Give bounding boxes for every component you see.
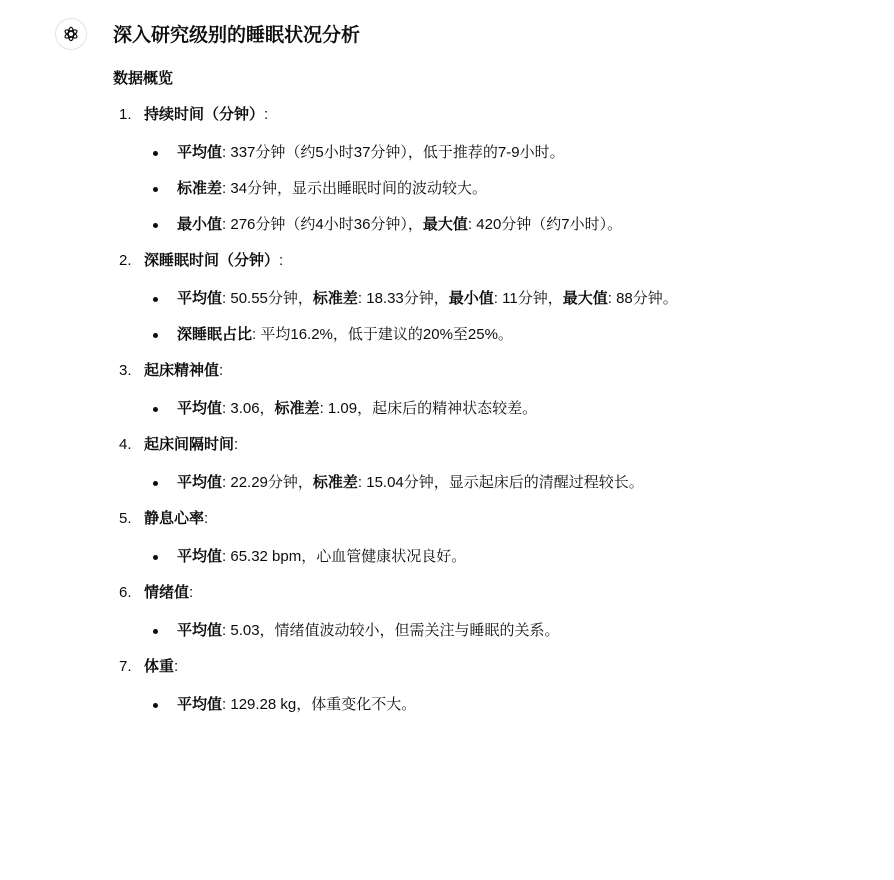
stat-value: : 65.32 bpm，心血管健康状况良好。 xyxy=(222,548,467,565)
item-number: 3. xyxy=(119,362,132,379)
stat-value: : 420分钟（约7小时）。 xyxy=(467,216,623,233)
item-heading xyxy=(144,250,883,272)
stat-value: : 34分钟，显示出睡眠时间的波动较大。 xyxy=(222,180,488,197)
list-item xyxy=(113,104,883,236)
list-item xyxy=(113,360,883,420)
list-item xyxy=(113,434,883,494)
item-colon: : xyxy=(279,252,284,269)
list-item xyxy=(113,250,883,346)
list-item xyxy=(113,508,883,568)
item-label: 情绪值 xyxy=(144,584,190,601)
stat-key: 最小值 xyxy=(177,216,223,233)
item-number: 1. xyxy=(119,106,132,123)
bullet-list xyxy=(144,694,883,716)
bullet-item xyxy=(144,694,883,716)
stat-key: 平均值 xyxy=(177,696,223,713)
bullet-list xyxy=(144,142,883,236)
message-content xyxy=(113,22,883,730)
bullet-list xyxy=(144,546,883,568)
list-item xyxy=(113,656,883,716)
stat-value: : 5.03，情绪值波动较小，但需关注与睡眠的关系。 xyxy=(222,622,560,639)
item-number: 4. xyxy=(119,436,132,453)
item-label: 起床间隔时间 xyxy=(144,436,235,453)
stats-list xyxy=(113,104,883,716)
item-colon: : xyxy=(174,658,179,675)
stat-key: 平均值 xyxy=(177,622,223,639)
stat-key: 平均值 xyxy=(177,474,223,491)
bullet-item xyxy=(144,178,883,200)
item-number: 6. xyxy=(119,584,132,601)
bullet-item xyxy=(144,398,883,420)
stat-value: : 337分钟（约5小时37分钟），低于推荐的7-9小时。 xyxy=(222,144,565,161)
stat-value: : 平均16.2%，低于建议的20%至25%。 xyxy=(252,326,513,343)
stat-key: 标准差 xyxy=(177,180,223,197)
openai-logo-icon xyxy=(61,24,81,44)
item-label: 持续时间（分钟） xyxy=(144,106,265,123)
bullet-item xyxy=(144,546,883,568)
bullet-list xyxy=(144,288,883,346)
item-label: 起床精神值 xyxy=(144,362,220,379)
stat-value: : 88分钟。 xyxy=(607,290,678,307)
bullet-list xyxy=(144,620,883,642)
stat-value: : 276分钟（约4小时36分钟）， xyxy=(222,216,423,233)
bullet-list xyxy=(144,472,883,494)
item-colon: : xyxy=(234,436,239,453)
stat-key: 平均值 xyxy=(177,144,223,161)
stat-value: : 22.29分钟， xyxy=(222,474,313,491)
stat-value: : 11分钟， xyxy=(493,290,563,307)
list-item xyxy=(113,582,883,642)
assistant-avatar xyxy=(55,18,87,50)
stat-key: 平均值 xyxy=(177,290,223,307)
item-label: 深睡眠时间（分钟） xyxy=(144,252,280,269)
bullet-item xyxy=(144,288,883,310)
stat-key: 最大值 xyxy=(422,216,468,233)
item-heading xyxy=(144,104,883,126)
stat-value: : 18.33分钟， xyxy=(357,290,449,307)
stat-value: : 1.09，起床后的精神状态较差。 xyxy=(319,400,538,417)
bullet-item xyxy=(144,324,883,346)
item-colon: : xyxy=(264,106,269,123)
item-colon: : xyxy=(189,584,194,601)
stat-key: 平均值 xyxy=(177,400,223,417)
stat-key: 深睡眠占比 xyxy=(177,326,253,343)
stat-key: 标准差 xyxy=(312,474,358,491)
item-colon: : xyxy=(204,510,209,527)
item-heading xyxy=(144,360,883,382)
stat-value: : 50.55分钟， xyxy=(222,290,313,307)
stat-value: : 3.06， xyxy=(222,400,275,417)
item-colon: : xyxy=(219,362,224,379)
stat-key: 标准差 xyxy=(312,290,358,307)
bullet-item xyxy=(144,472,883,494)
stat-key: 标准差 xyxy=(274,400,320,417)
item-label: 体重 xyxy=(144,658,175,675)
bullet-list xyxy=(144,398,883,420)
item-number: 2. xyxy=(119,252,132,269)
item-heading xyxy=(144,582,883,604)
bullet-item xyxy=(144,620,883,642)
item-heading xyxy=(144,508,883,530)
message-title: 深入研究级别的睡眠状况分析 xyxy=(113,25,361,46)
item-number: 5. xyxy=(119,510,132,527)
stat-key: 最小值 xyxy=(448,290,494,307)
stat-value: : 15.04分钟，显示起床后的清醒过程较长。 xyxy=(357,474,644,491)
section-heading: 数据概览 xyxy=(113,70,174,87)
stat-key: 最大值 xyxy=(562,290,608,307)
item-number: 7. xyxy=(119,658,132,675)
item-heading xyxy=(144,434,883,456)
bullet-item xyxy=(144,214,883,236)
bullet-item xyxy=(144,142,883,164)
stat-value: : 129.28 kg，体重变化不大。 xyxy=(222,696,417,713)
item-heading xyxy=(144,656,883,678)
item-label: 静息心率 xyxy=(144,510,205,527)
stat-key: 平均值 xyxy=(177,548,223,565)
